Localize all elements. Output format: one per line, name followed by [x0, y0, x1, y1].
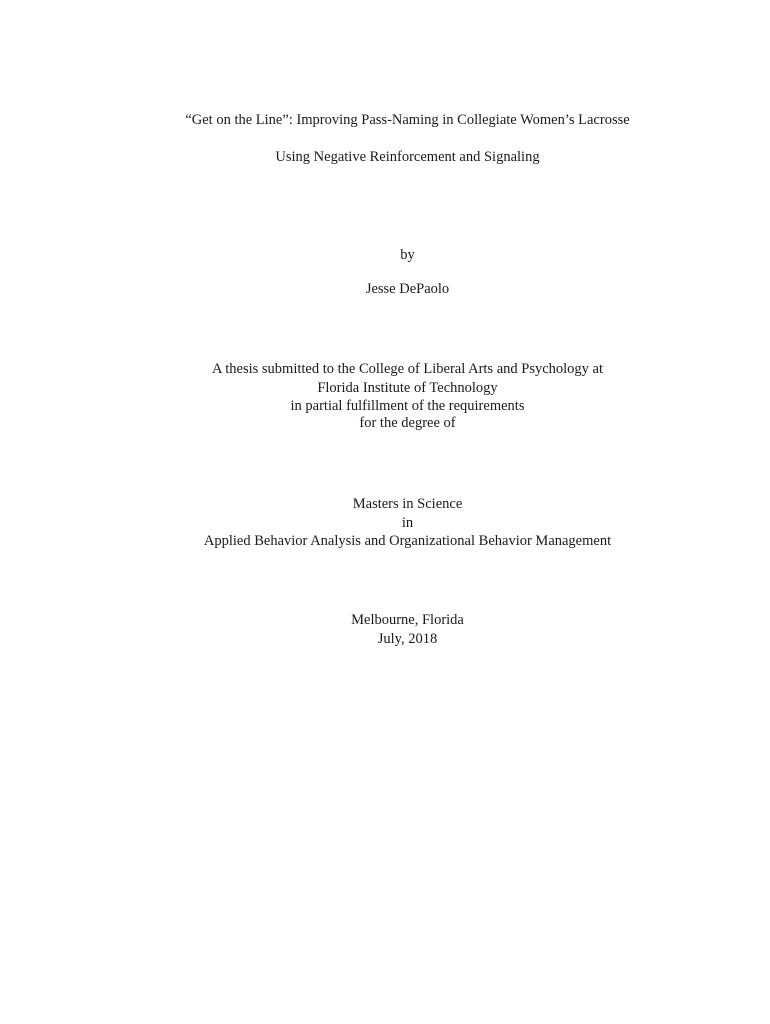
submission-line-4: for the degree of — [359, 415, 456, 431]
degree-line-2: in — [401, 515, 414, 531]
submission-line-2: Florida Institute of Technology — [317, 380, 498, 396]
degree-line-1: Masters in Science — [352, 496, 463, 512]
author-name: Jesse DePaolo — [365, 281, 450, 297]
location: Melbourne, Florida — [351, 612, 464, 628]
by-label: by — [400, 247, 415, 263]
submission-line-3: in partial fulfillment of the requirements — [290, 398, 525, 414]
submission-line-1: A thesis submitted to the College of Liberal Arts and Psychology at — [211, 361, 604, 377]
thesis-title-line-2: Using Negative Reinforcement and Signaling — [275, 149, 540, 165]
submission-date: July, 2018 — [377, 631, 438, 647]
degree-line-3: Applied Behavior Analysis and Organizational Behavior Management — [203, 533, 612, 549]
thesis-title-line-1: “Get on the Line”: Improving Pass-Naming in Collegiate Women’s Lacrosse — [185, 112, 630, 128]
